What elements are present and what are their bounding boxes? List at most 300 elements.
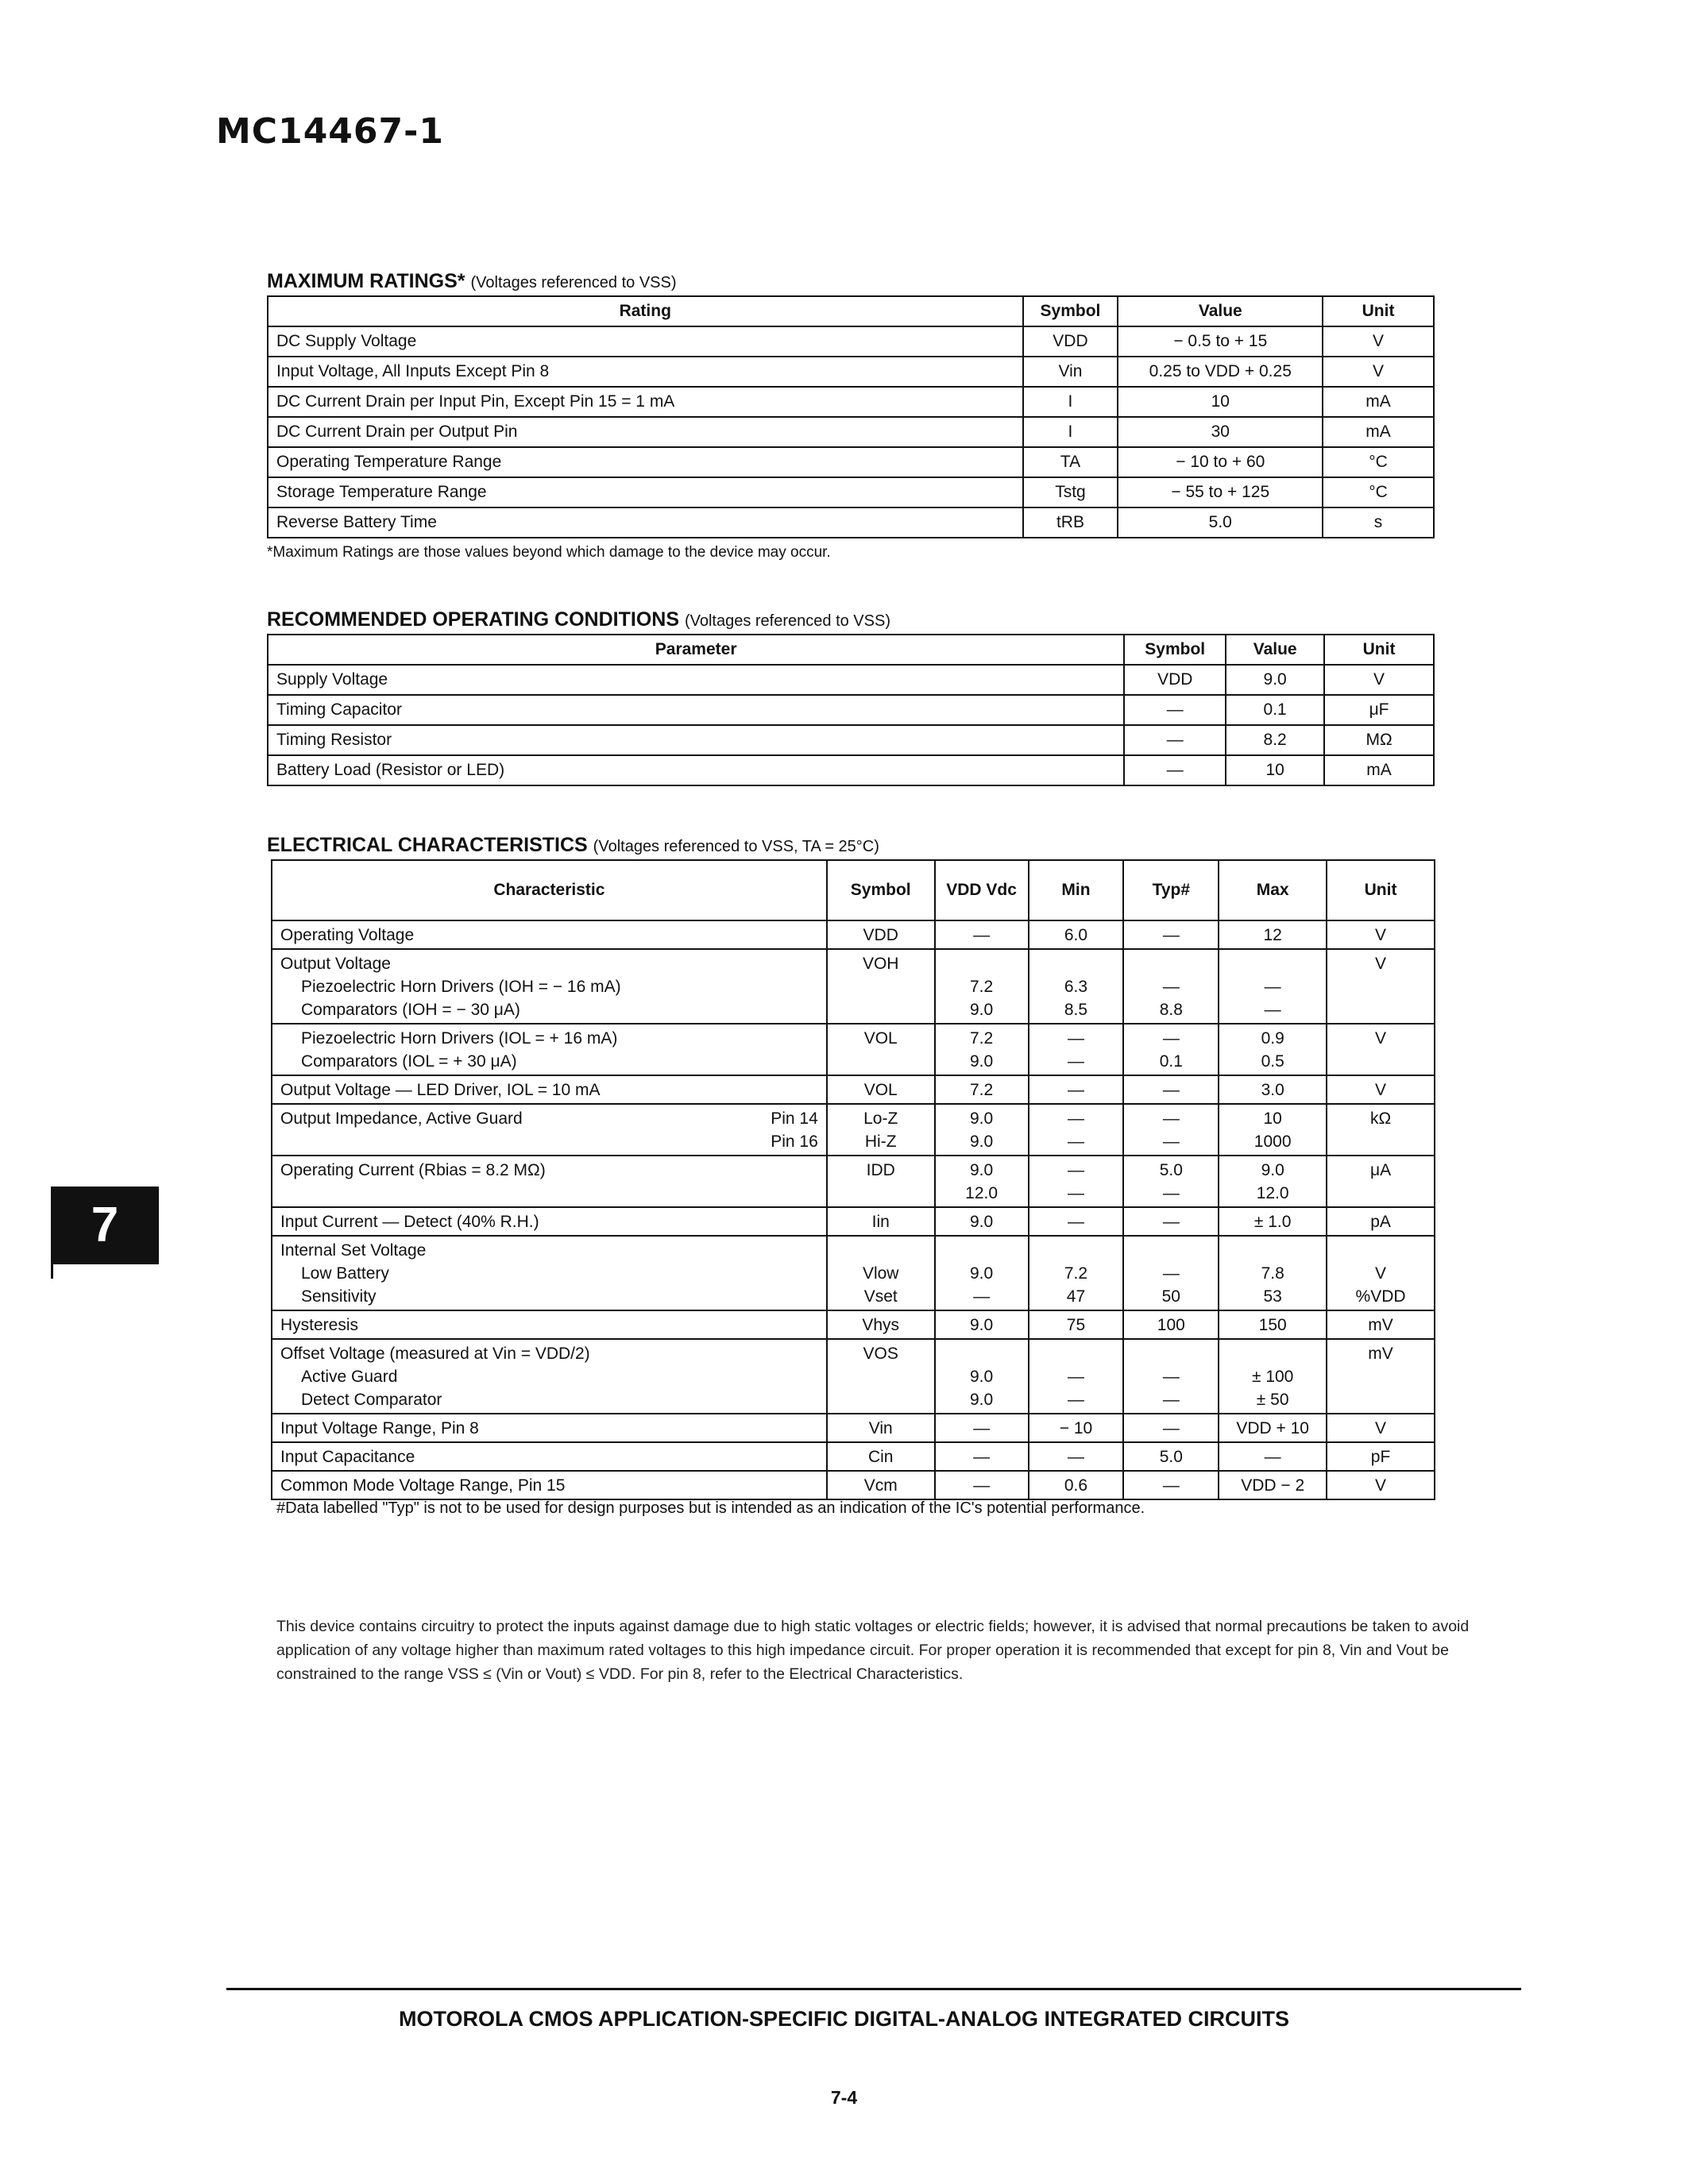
symbol-value: VOL [863, 1081, 898, 1099]
elec-char-vdd [935, 1156, 1029, 1207]
unit-value: pF [1370, 1448, 1391, 1466]
unit-value [1335, 975, 1426, 998]
characteristic-text: Sensitivity [301, 1287, 377, 1306]
max-ratings-row [268, 357, 1434, 387]
characteristic-line [280, 952, 818, 975]
max-value: 9.0 [1261, 1161, 1284, 1179]
characteristic-text: Operating Voltage [280, 926, 415, 944]
min-value: — [1067, 1448, 1084, 1466]
characteristic-text: Input Voltage Range, Pin 8 [280, 1419, 479, 1437]
elec-char-max [1219, 1236, 1327, 1310]
elec-char-min [1029, 1442, 1124, 1471]
max-ratings-cell: 30 [1118, 417, 1323, 447]
max-value: 1000 [1253, 1133, 1292, 1151]
elec-char-col-header: Min [1029, 860, 1124, 920]
max-ratings-cell: °C [1323, 477, 1434, 507]
vdd-value: 9.0 [969, 1316, 994, 1334]
unit-value [1335, 1239, 1426, 1262]
rec-conditions-cell: V [1324, 665, 1434, 695]
min-value: — [1067, 1029, 1084, 1048]
rec-conditions-cell: μF [1324, 695, 1434, 725]
elec-char-min [1029, 1156, 1124, 1207]
min-value: 75 [1066, 1316, 1086, 1334]
elec-char-unit [1327, 1024, 1435, 1075]
elec-char-min [1029, 1104, 1124, 1156]
elec-char-row [272, 1310, 1435, 1339]
max-value: 0.9 [1261, 1029, 1284, 1048]
elec-char-vdd [935, 1339, 1029, 1414]
elec-char-characteristic [272, 1339, 827, 1414]
rec-conditions-cell: Timing Resistor [268, 725, 1124, 755]
unit-value: V [1375, 955, 1387, 973]
rec-conditions-row [268, 755, 1434, 785]
unit-value: V [1375, 1081, 1387, 1099]
unit-value: V [1375, 926, 1387, 944]
max-ratings-col-header: Rating [268, 296, 1023, 326]
max-ratings-cell: I [1023, 387, 1118, 417]
pin-label: Pin 14 [771, 1109, 818, 1128]
symbol-value [836, 1050, 926, 1073]
elec-char-characteristic [272, 949, 827, 1024]
typ-value: — [1162, 1184, 1180, 1202]
elec-char-characteristic [272, 1024, 827, 1075]
elec-char-typ [1123, 1471, 1219, 1499]
characteristic-line [280, 1445, 818, 1468]
vdd-value [944, 1342, 1020, 1365]
characteristic-text: Input Current — Detect (40% R.H.) [280, 1213, 539, 1231]
max-ratings-cell: V [1323, 357, 1434, 387]
unit-value: V [1375, 1264, 1387, 1283]
max-ratings-cell: I [1023, 417, 1118, 447]
elec-char-row [272, 1236, 1435, 1310]
min-value [1037, 952, 1115, 975]
max-value: 12 [1263, 926, 1282, 944]
max-ratings-cell: mA [1323, 417, 1434, 447]
characteristic-text: Output Voltage [280, 955, 391, 973]
elec-char-max [1219, 1104, 1327, 1156]
elec-char-table [271, 859, 1435, 1500]
typ-value: — [1162, 1391, 1180, 1409]
unit-value [1335, 1365, 1426, 1388]
elec-char-typ [1123, 1024, 1219, 1075]
max-ratings-cell: tRB [1023, 507, 1118, 538]
typ-value: 50 [1161, 1287, 1180, 1306]
min-value: − 10 [1059, 1419, 1093, 1437]
elec-char-col-header: Characteristic [272, 860, 827, 920]
elec-char-footnote: #Data labelled "Typ" is not to be used for design purposes but is intended as an indication of the IC's potential performance. [276, 1499, 1145, 1517]
min-value: 8.5 [1064, 1001, 1088, 1019]
elec-char-unit [1327, 1442, 1435, 1471]
rec-conditions-col-header: Value [1226, 635, 1324, 665]
typ-value: — [1162, 1109, 1180, 1128]
elec-char-unit [1327, 1207, 1435, 1236]
rec-conditions-cell: Supply Voltage [268, 665, 1124, 695]
elec-char-heading: ELECTRICAL CHARACTERISTICS [267, 834, 588, 856]
max-ratings-cell: °C [1323, 447, 1434, 477]
elec-char-title [267, 834, 879, 857]
elec-char-typ [1123, 1414, 1219, 1442]
unit-value: μA [1369, 1161, 1392, 1179]
vdd-value: 12.0 [965, 1184, 999, 1202]
vdd-value: 9.0 [969, 1161, 994, 1179]
elec-char-min [1029, 1414, 1124, 1442]
max-ratings-cell: Input Voltage, All Inputs Except Pin 8 [268, 357, 1023, 387]
typ-value: — [1162, 1419, 1180, 1437]
elec-char-vdd [935, 1414, 1029, 1442]
elec-char-max [1219, 1207, 1327, 1236]
elec-char-typ [1123, 949, 1219, 1024]
rec-conditions-cell: 0.1 [1226, 695, 1324, 725]
elec-char-characteristic [272, 1075, 827, 1104]
vdd-value: 9.0 [969, 1391, 994, 1409]
max-ratings-cell: Operating Temperature Range [268, 447, 1023, 477]
characteristic-line [280, 1107, 818, 1130]
elec-char-typ [1123, 920, 1219, 949]
elec-char-unit [1327, 949, 1435, 1024]
symbol-value: Vcm [863, 1476, 898, 1495]
characteristic-text: Detect Comparator [301, 1391, 442, 1409]
symbol-value [836, 1182, 926, 1205]
characteristic-line [280, 1474, 818, 1497]
symbol-value: VOS [863, 1345, 898, 1363]
typ-value: — [1162, 1081, 1180, 1099]
elec-char-min [1029, 1207, 1124, 1236]
min-value: — [1067, 1109, 1084, 1128]
symbol-value: Iin [871, 1213, 890, 1231]
typ-value [1132, 1342, 1210, 1365]
max-ratings-cell: DC Current Drain per Input Pin, Except Pin 15 = 1 mA [268, 387, 1023, 417]
characteristic-line [280, 1285, 818, 1308]
max-ratings-cell: Storage Temperature Range [268, 477, 1023, 507]
elec-char-characteristic [272, 1104, 827, 1156]
typ-value: — [1162, 1264, 1180, 1283]
min-value: — [1067, 1133, 1084, 1151]
elec-char-unit [1327, 1236, 1435, 1310]
rec-conditions-cell: — [1124, 755, 1226, 785]
elec-char-unit [1327, 1104, 1435, 1156]
rec-conditions-cell: VDD [1124, 665, 1226, 695]
max-ratings-cell: − 0.5 to + 15 [1118, 326, 1323, 357]
footer-rule [226, 1988, 1521, 1990]
elec-char-min [1029, 1471, 1124, 1499]
max-value: — [1264, 978, 1281, 996]
max-ratings-row [268, 507, 1434, 538]
max-value: — [1264, 1001, 1281, 1019]
rec-conditions-cell: 8.2 [1226, 725, 1324, 755]
min-value: — [1067, 1213, 1084, 1231]
rec-conditions-cell: Battery Load (Resistor or LED) [268, 755, 1124, 785]
elec-char-min [1029, 949, 1124, 1024]
vdd-value: 7.2 [969, 1029, 994, 1048]
elec-char-symbol [827, 1414, 935, 1442]
max-ratings-col-header: Unit [1323, 296, 1434, 326]
elec-char-unit [1327, 920, 1435, 949]
elec-char-max [1219, 1442, 1327, 1471]
elec-char-symbol [827, 1207, 935, 1236]
min-value: 6.3 [1064, 978, 1088, 996]
elec-char-typ [1123, 1207, 1219, 1236]
section-tab: 7 [51, 1187, 159, 1264]
rec-conditions-cell: — [1124, 725, 1226, 755]
elec-char-max [1219, 949, 1327, 1024]
max-value: — [1264, 1448, 1281, 1466]
min-value: — [1067, 1368, 1084, 1386]
max-ratings-row [268, 326, 1434, 357]
vdd-value: 9.0 [969, 1213, 994, 1231]
elec-char-typ [1123, 1236, 1219, 1310]
max-ratings-row [268, 387, 1434, 417]
rec-conditions-row [268, 665, 1434, 695]
unit-value: V [1375, 1476, 1387, 1495]
max-ratings-cell: 5.0 [1118, 507, 1323, 538]
elec-char-typ [1123, 1156, 1219, 1207]
vdd-value: — [973, 1476, 991, 1495]
elec-char-unit [1327, 1156, 1435, 1207]
elec-char-unit [1327, 1339, 1435, 1414]
max-value [1227, 952, 1318, 975]
rec-conditions-col-header: Parameter [268, 635, 1124, 665]
max-value: ± 100 [1251, 1368, 1294, 1386]
elec-char-min [1029, 1024, 1124, 1075]
vdd-value [944, 952, 1020, 975]
max-value [1227, 1342, 1318, 1365]
vdd-value: 7.2 [969, 1081, 994, 1099]
max-value: 12.0 [1256, 1184, 1289, 1202]
unit-value: V [1375, 1419, 1387, 1437]
characteristic-line [280, 1342, 818, 1365]
elec-char-symbol [827, 1104, 935, 1156]
min-value: 6.0 [1064, 926, 1088, 944]
max-ratings-row [268, 447, 1434, 477]
elec-char-max [1219, 920, 1327, 949]
characteristic-text: Piezoelectric Horn Drivers (IOH = − 16 mA) [301, 978, 621, 996]
elec-char-row [272, 949, 1435, 1024]
characteristic-line [280, 1078, 818, 1102]
min-value: 7.2 [1064, 1264, 1088, 1283]
footer-title: MOTOROLA CMOS APPLICATION-SPECIFIC DIGITAL-ANALOG INTEGRATED CIRCUITS [399, 2007, 1289, 2031]
characteristic-text: Common Mode Voltage Range, Pin 15 [280, 1476, 566, 1495]
max-ratings-title [267, 270, 677, 293]
symbol-value [836, 975, 926, 998]
vdd-value: — [973, 1419, 991, 1437]
elec-char-symbol [827, 949, 935, 1024]
elec-char-characteristic [272, 1442, 827, 1471]
elec-char-min [1029, 920, 1124, 949]
max-ratings-cell: DC Supply Voltage [268, 326, 1023, 357]
unit-value [1335, 1130, 1426, 1153]
characteristic-line [280, 1388, 818, 1411]
elec-char-row [272, 1414, 1435, 1442]
max-value [1227, 1239, 1318, 1262]
elec-char-typ [1123, 1104, 1219, 1156]
elec-char-row [272, 1207, 1435, 1236]
rec-conditions-col-header: Unit [1324, 635, 1434, 665]
typ-value [1132, 952, 1210, 975]
typ-value: — [1162, 926, 1180, 944]
min-value [1037, 1239, 1115, 1262]
elec-char-min [1029, 1339, 1124, 1414]
symbol-value: Vhys [862, 1316, 900, 1334]
symbol-value [836, 998, 926, 1021]
characteristic-text: Output Voltage — LED Driver, IOL = 10 mA [280, 1081, 601, 1099]
rec-conditions-row [268, 695, 1434, 725]
typ-value: 5.0 [1159, 1448, 1183, 1466]
unit-value: %VDD [1355, 1287, 1406, 1306]
max-ratings-cell: Vin [1023, 357, 1118, 387]
elec-char-col-header: Max [1219, 860, 1327, 920]
symbol-value: Lo-Z [863, 1109, 898, 1128]
elec-char-col-header: Typ# [1123, 860, 1219, 920]
unit-value: pA [1370, 1213, 1391, 1231]
min-value: 47 [1066, 1287, 1086, 1306]
elec-char-row [272, 1442, 1435, 1471]
vdd-value: 9.0 [969, 1052, 994, 1071]
max-value: 53 [1263, 1287, 1282, 1306]
elec-char-symbol [827, 1236, 935, 1310]
elec-char-min [1029, 1075, 1124, 1104]
elec-char-max [1219, 1414, 1327, 1442]
elec-char-symbol [827, 1339, 935, 1414]
elec-char-characteristic [272, 920, 827, 949]
min-value: — [1067, 1052, 1084, 1071]
vdd-value: — [973, 926, 991, 944]
min-value [1037, 1342, 1115, 1365]
symbol-value: VDD [863, 926, 898, 944]
typ-value [1132, 1239, 1210, 1262]
max-ratings-row [268, 477, 1434, 507]
symbol-value: Cin [867, 1448, 894, 1466]
max-value: VDD + 10 [1236, 1419, 1309, 1437]
min-value: — [1067, 1391, 1084, 1409]
max-ratings-cell: s [1323, 507, 1434, 538]
elec-char-min [1029, 1310, 1124, 1339]
characteristic-line [280, 1365, 818, 1388]
vdd-value: 9.0 [969, 1133, 994, 1151]
elec-char-max [1219, 1156, 1327, 1207]
typ-value: — [1162, 1476, 1180, 1495]
elec-char-vdd [935, 1442, 1029, 1471]
characteristic-text: Piezoelectric Horn Drivers (IOL = + 16 mA) [301, 1029, 618, 1048]
max-value: 10 [1263, 1109, 1282, 1128]
max-value: 7.8 [1261, 1264, 1284, 1283]
max-ratings-footnote: *Maximum Ratings are those values beyond which damage to the device may occur. [267, 544, 831, 561]
min-value: — [1067, 1184, 1084, 1202]
elec-char-max [1219, 1075, 1327, 1104]
elec-char-vdd [935, 1236, 1029, 1310]
characteristic-text: Active Guard [301, 1368, 398, 1386]
rec-conditions-table [267, 634, 1435, 786]
characteristic-line [280, 998, 818, 1021]
max-ratings-cell: 10 [1118, 387, 1323, 417]
max-value: 0.5 [1261, 1052, 1284, 1071]
pin-label: Pin 16 [771, 1133, 818, 1151]
elec-char-symbol [827, 1442, 935, 1471]
rec-conditions-cell: MΩ [1324, 725, 1434, 755]
vdd-value: 9.0 [969, 1264, 994, 1283]
unit-value [1335, 1050, 1426, 1073]
typ-value: 5.0 [1159, 1161, 1183, 1179]
vdd-value: — [973, 1287, 991, 1306]
elec-char-characteristic [272, 1207, 827, 1236]
rec-conditions-cell: — [1124, 695, 1226, 725]
max-value: 150 [1258, 1316, 1287, 1334]
max-ratings-cell: TA [1023, 447, 1118, 477]
max-value: ± 1.0 [1253, 1213, 1292, 1231]
elec-char-vdd [935, 1104, 1029, 1156]
rec-conditions-col-header: Symbol [1124, 635, 1226, 665]
elec-char-characteristic [272, 1471, 827, 1499]
symbol-value: IDD [866, 1161, 895, 1179]
elec-char-max [1219, 1339, 1327, 1414]
vdd-value: 9.0 [969, 1001, 994, 1019]
elec-char-max [1219, 1471, 1327, 1499]
symbol-value: Vlow [862, 1264, 899, 1283]
min-value: 0.6 [1064, 1476, 1088, 1495]
protection-note: This device contains circuitry to protect the inputs against damage due to high static voltages or electric fields; however, it is advised that normal precautions be taken to avoid application of any voltage higher than maximum rated voltages to this high impedance circuit. For proper operation it is recommended that except for pin 8, Vin and Vout be constrained to the range VSS ≤ (Vin or Vout) ≤ VDD. For pin 8, refer to the Electrical Characteristics. [276, 1618, 1470, 1683]
rec-conditions-cell: 10 [1226, 755, 1324, 785]
typ-value: 100 [1157, 1316, 1185, 1334]
max-ratings-cell: Tstg [1023, 477, 1118, 507]
max-ratings-col-header: Value [1118, 296, 1323, 326]
unit-value: kΩ [1369, 1109, 1392, 1128]
unit-value [1335, 998, 1426, 1021]
max-value: ± 50 [1256, 1391, 1289, 1409]
elec-char-unit [1327, 1414, 1435, 1442]
elec-char-row [272, 1339, 1435, 1414]
elec-char-typ [1123, 1442, 1219, 1471]
elec-char-row [272, 1104, 1435, 1156]
max-value: 3.0 [1261, 1081, 1284, 1099]
elec-char-col-header: Unit [1327, 860, 1435, 920]
elec-char-row [272, 1024, 1435, 1075]
typ-value: 8.8 [1159, 1001, 1183, 1019]
rec-conditions-cell: mA [1324, 755, 1434, 785]
characteristic-text: Output Impedance, Active Guard [280, 1109, 523, 1128]
max-ratings-subtitle: (Voltages referenced to VSS) [470, 274, 677, 291]
section-tab-edge [51, 1263, 53, 1279]
max-ratings-cell: Reverse Battery Time [268, 507, 1023, 538]
characteristic-text: Hysteresis [280, 1316, 359, 1334]
elec-char-unit [1327, 1310, 1435, 1339]
elec-char-row [272, 920, 1435, 949]
characteristic-line [280, 975, 818, 998]
max-ratings-table [267, 295, 1435, 538]
characteristic-text: Input Capacitance [280, 1448, 415, 1466]
elec-char-typ [1123, 1310, 1219, 1339]
rec-conditions-title [267, 608, 890, 631]
elec-char-col-header: VDD Vdc [935, 860, 1029, 920]
symbol-value [836, 1365, 926, 1388]
rec-conditions-cell: Timing Capacitor [268, 695, 1124, 725]
rec-conditions-heading: RECOMMENDED OPERATING CONDITIONS [267, 608, 679, 631]
characteristic-text: Comparators (IOL = + 30 μA) [301, 1052, 517, 1071]
characteristic-text: Offset Voltage (measured at Vin = VDD/2) [280, 1345, 590, 1363]
characteristic-line [280, 1159, 818, 1182]
symbol-value [836, 1239, 926, 1262]
elec-char-symbol [827, 1156, 935, 1207]
elec-char-vdd [935, 1471, 1029, 1499]
elec-char-vdd [935, 1207, 1029, 1236]
symbol-value: VOH [862, 955, 899, 973]
typ-value: — [1162, 978, 1180, 996]
unit-value: mV [1368, 1345, 1393, 1363]
elec-char-row [272, 1471, 1435, 1499]
typ-value: — [1162, 1133, 1180, 1151]
characteristic-line [280, 924, 818, 947]
max-ratings-heading: MAXIMUM RATINGS* [267, 270, 465, 292]
elec-char-max [1219, 1310, 1327, 1339]
elec-char-typ [1123, 1075, 1219, 1104]
